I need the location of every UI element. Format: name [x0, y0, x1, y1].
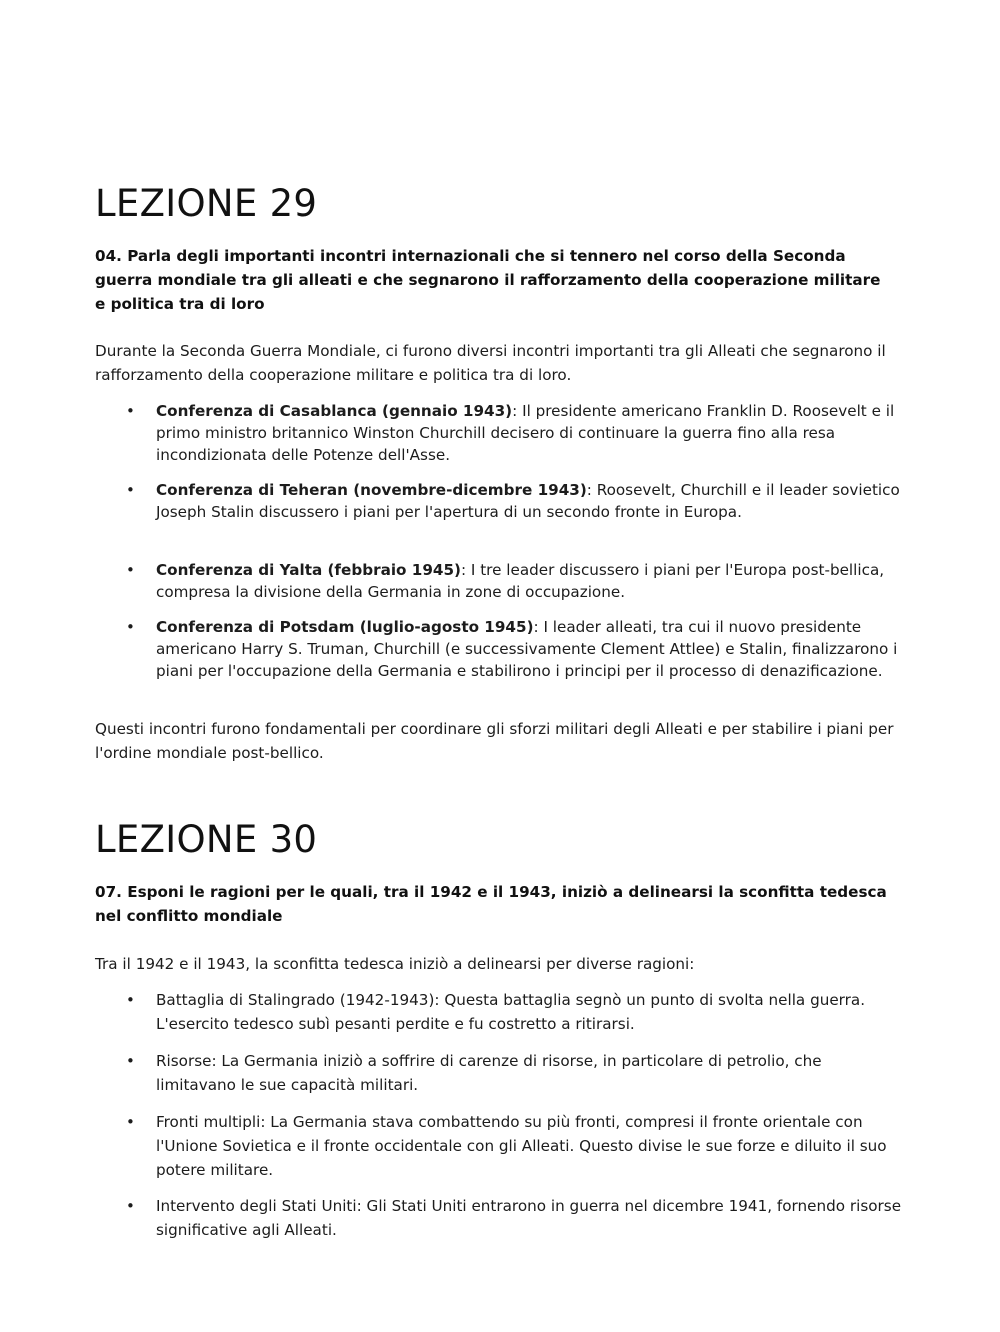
list-item-text: Risorse: La Germania iniziò a soffrire di carenze di risorse, in particolare di petrolio, che limitavano le sue capacità militari.: [156, 1052, 822, 1094]
list-item-heading: Conferenza di Casablanca (gennaio 1943): [156, 402, 513, 420]
lesson-30-intro: Tra il 1942 e il 1943, la sconfitta tedesca iniziò a delinearsi per diverse ragioni:: [95, 955, 695, 973]
lesson-30-title: LEZIONE 30: [95, 818, 318, 861]
list-item-text: : I leader alleati, tra cui il nuovo presidente americano Harry S. Truman, Churchill (e successivamente Clement Attlee) e Stalin, finalizzarono i piani per l'occupazione della Germania e stabilirono i principi per il processo di denazificazione.: [156, 618, 898, 680]
bullet-icon: •: [126, 1197, 135, 1215]
list-item-text: Intervento degli Stati Uniti: Gli Stati Uniti entrarono in guerra nel dicembre 1941, fornendo risorse significative agli Alleati.: [156, 1197, 902, 1239]
lesson-29-conclusion: Questi incontri furono fondamentali per coordinare gli sforzi militari degli Alleati e per stabilire i piani per l'ordine mondiale post-bellico.: [95, 720, 894, 762]
list-item-heading: Conferenza di Potsdam (luglio-agosto 1945): [156, 618, 534, 636]
list-item: [95, 1194, 905, 1242]
list-item: [95, 616, 905, 682]
list-item-heading: Conferenza di Teheran (novembre-dicembre 1943): [156, 481, 587, 499]
bullet-icon: •: [126, 402, 135, 420]
lesson-30-question: 07. Esponi le ragioni per le quali, tra il 1942 e il 1943, iniziò a delinearsi la sconfitta tedesca nel conflitto mondiale: [95, 883, 887, 925]
bullet-icon: •: [126, 1052, 135, 1070]
list-item-text: : Roosevelt, Churchill e il leader sovietico Joseph Stalin discussero i piani per l'apertura di un secondo fronte in Europa.: [156, 481, 900, 521]
lesson-29-intro: Durante la Seconda Guerra Mondiale, ci furono diversi incontri importanti tra gli Alleati che segnarono il rafforzamento della cooperazione militare e politica tra di loro.: [95, 342, 886, 384]
bullet-icon: •: [126, 481, 135, 499]
list-item-text: Fronti multipli: La Germania stava combattendo su più fronti, compresi il fronte orientale con l'Unione Sovietica e il fronte occidentale con gli Alleati. Questo divise le sue forze e diluito il suo potere militare.: [156, 1113, 887, 1179]
list-item-text: Battaglia di Stalingrado (1942-1943): Questa battaglia segnò un punto di svolta nella guerra. L'esercito tedesco subì pesanti perdite e fu costretto a ritirarsi.: [156, 991, 866, 1033]
list-item-text: : I tre leader discussero i piani per l'Europa post-bellica, compresa la divisione della Germania in zone di occupazione.: [156, 561, 885, 601]
list-item: [95, 559, 905, 603]
list-item: [95, 479, 905, 523]
bullet-icon: •: [126, 561, 135, 579]
list-item-heading: Conferenza di Yalta (febbraio 1945): [156, 561, 461, 579]
list-item: [95, 400, 905, 466]
lesson-29-question: 04. Parla degli importanti incontri internazionali che si tennero nel corso della Seconda guerra mondiale tra gli alleati e che segnarono il rafforzamento della cooperazione militare e politica tra di loro: [95, 247, 881, 313]
list-item: [95, 988, 905, 1036]
list-item: [95, 1049, 905, 1097]
bullet-icon: •: [126, 1113, 135, 1131]
bullet-icon: •: [126, 991, 135, 1009]
list-item: [95, 1110, 905, 1182]
bullet-icon: •: [126, 618, 135, 636]
lesson-29-title: LEZIONE 29: [95, 182, 318, 225]
list-item-text: : Il presidente americano Franklin D. Roosevelt e il primo ministro britannico Winston Churchill decisero di continuare la guerra fino alla resa incondizionata delle Potenze dell'Asse.: [156, 402, 895, 464]
